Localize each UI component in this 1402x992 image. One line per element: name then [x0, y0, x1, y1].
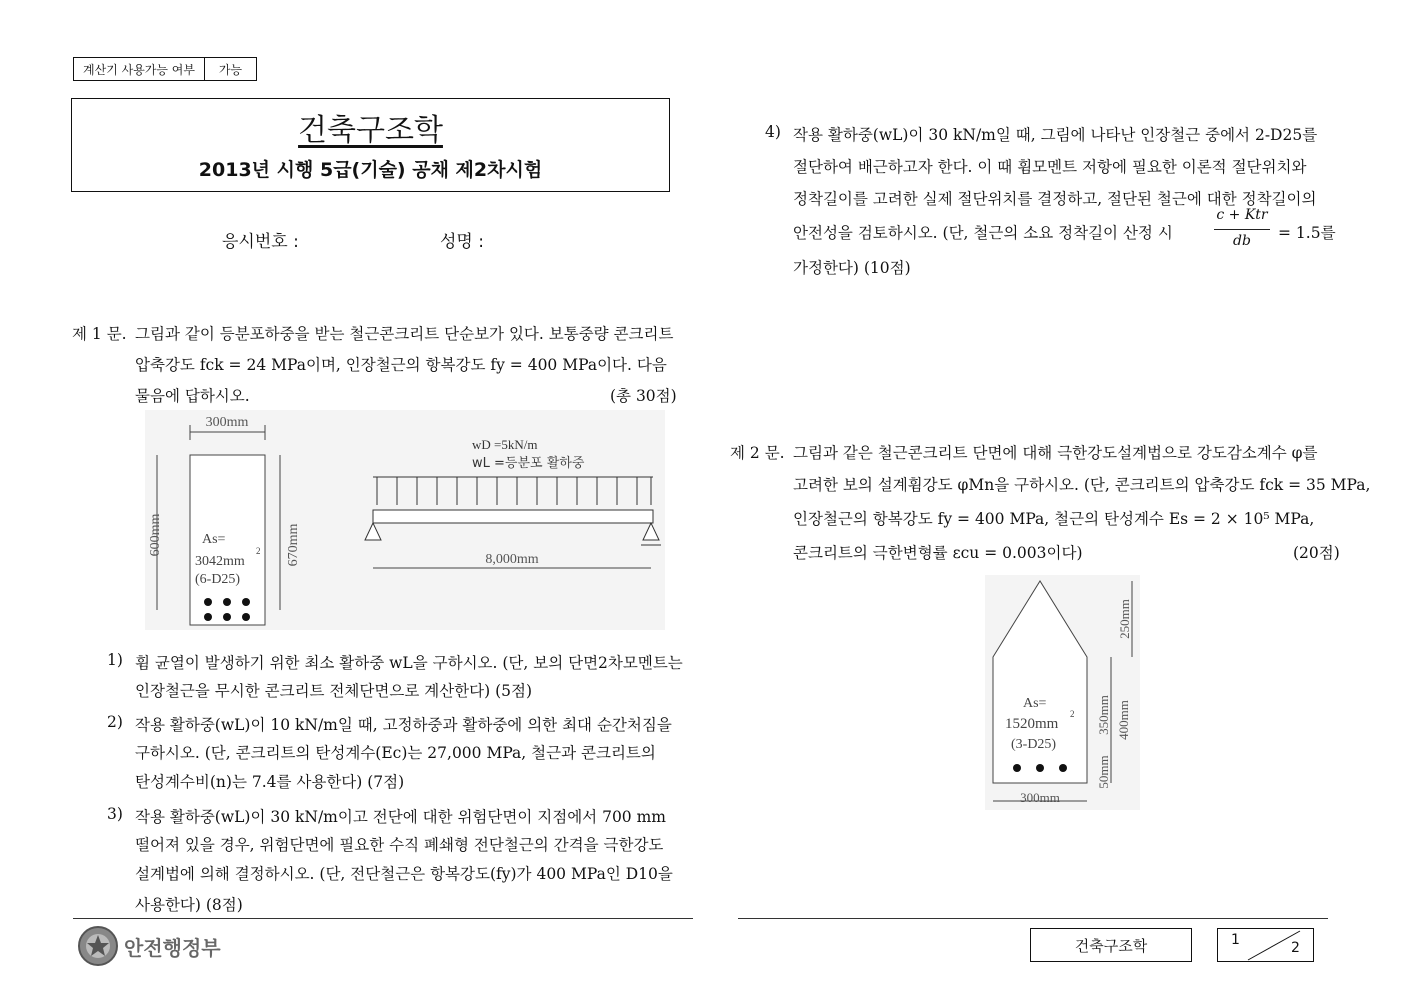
q1-points: (총 30점) [610, 387, 677, 405]
footer-rule-left [73, 918, 693, 919]
q1-label: 제 1 문. [72, 325, 127, 343]
area-exponent: 2 [256, 546, 261, 556]
q1-sub1-line-1: 휨 균열이 발생하기 위한 최소 활하중 wL을 구하시오. (단, 보의 단면2차모멘트는 [135, 654, 683, 672]
q1-sub4-line-2: 절단하여 배근하고자 한다. 이 때 휨모멘트 저항에 필요한 이론적 절단위치와 [793, 158, 1307, 176]
exam-subtitle: 2013년 시행 5급(기술) 공채 제2차시험 [198, 159, 543, 181]
calculator-label: 계산기 사용가능 여부 [74, 58, 205, 80]
q1-sub1-num: 1) [107, 651, 123, 669]
q1-sub3-line-2: 떨어져 있을 경우, 위험단면에 필요한 수직 폐쇄형 전단철근의 간격을 극한강도 [135, 836, 664, 854]
q1-line-1: 그림과 같이 등분포하중을 받는 철근콘크리트 단순보가 있다. 보통중량 콘크리트 [135, 325, 674, 343]
calculator-value: 가능 [218, 62, 243, 77]
bars-label: (6-D25) [195, 572, 241, 587]
depth-dim-label: 670mm [286, 523, 301, 567]
q2-line-1: 그림과 같은 철근콘크리트 단면에 대해 극한강도설계법으로 강도감소계수 φ를 [793, 444, 1318, 462]
q2-as-label: As= [1023, 696, 1047, 711]
calculator-usage-box [73, 57, 257, 81]
q2-line-2: 고려한 보의 설계휨강도 φMn을 구하시오. (단, 콘크리트의 압축강도 fck = 35 MPa, [793, 476, 1371, 494]
q2-line-4: 콘크리트의 극한변형률 εcu = 0.003이다) [793, 544, 1083, 562]
q1-sub2-num: 2) [107, 713, 123, 731]
name-label: 성명 : [440, 232, 484, 252]
ministry-seal-icon [77, 925, 119, 967]
q1-sub2-line-2: 구하시오. (단, 콘크리트의 탄성계수(Ec)는 27,000 MPa, 철근과 콘크리트의 [135, 744, 656, 762]
q2-points: (20점) [1293, 544, 1340, 562]
span-label: 8,000mm [485, 552, 539, 567]
q1-sub2-line-3: 탄성계수비(n)는 7.4를 사용한다) (7점) [135, 773, 405, 791]
q2-area-value: 1520mm [1005, 716, 1059, 732]
q1-sub4-line-1: 작용 활하중(wL)이 30 kN/m일 때, 그림에 나타난 인장철근 중에서 2-D25를 [793, 126, 1318, 144]
q1-sub1-line-2: 인장철근을 무시한 콘크리트 전체단면으로 계산한다) (5점) [135, 682, 533, 700]
q2-top-label: 250mm [1117, 599, 1132, 639]
q1-sub4-line-3: 정착길이를 고려한 실제 절단위치를 결정하고, 절단된 철근에 대한 정착길이의 [793, 190, 1317, 208]
q1-line-3: 물음에 답하시오. [135, 387, 250, 405]
title-box [71, 98, 670, 192]
live-load-label: wL =등분포 활하중 [472, 456, 585, 471]
width-dim-label: 300mm [205, 415, 249, 430]
dead-load-label: wD =5kN/m [472, 437, 538, 452]
q1-sub4-line-4: 안전성을 검토하시오. (단, 철근의 소요 정착길이 산정 시 [793, 224, 1173, 242]
as-label: As= [202, 532, 226, 547]
q1-sub4-line-4b: = 1.5를 [1278, 224, 1336, 242]
q1-line-2: 압축강도 fck = 24 MPa이며, 인장철근의 항복강도 fy = 400 MPa이다. 다음 [135, 356, 667, 374]
q1-sub3-line-4: 사용한다) (8점) [135, 896, 243, 914]
footer-rule-right [738, 918, 1328, 919]
page-number-box [1217, 928, 1314, 962]
frac-bar [1214, 229, 1270, 230]
q1-sub4-num: 4) [765, 123, 781, 141]
page-current: 1 [1231, 932, 1240, 948]
q1-sub4-line-5: 가정한다) (10점) [793, 259, 911, 277]
page-total: 2 [1291, 940, 1300, 956]
beam-body [373, 510, 653, 523]
frac-numerator: c + Ktr [1216, 207, 1268, 223]
q1-sub3-line-3: 설계법에 의해 결정하시오. (단, 전단철근은 항복강도(fy)가 400 MPa인 D10을 [135, 865, 673, 883]
q2-bars-label: (3-D25) [1011, 737, 1057, 752]
page-title: 건축구조학 [298, 113, 443, 148]
area-value: 3042mm [195, 554, 245, 569]
q2-section-figure [985, 575, 1140, 810]
ministry-name: 안전행정부 [124, 936, 221, 960]
q2-label: 제 2 문. [730, 444, 785, 462]
frac-denominator: db [1233, 233, 1251, 249]
q1-sub3-line-1: 작용 활하중(wL)이 30 kN/m이고 전단에 대한 위험단면이 지점에서 700 mm [135, 808, 666, 826]
q2-area-exponent: 2 [1070, 709, 1075, 719]
q2-total-label: 400mm [1116, 700, 1131, 740]
q2-line-3: 인장철근의 항복강도 fy = 400 MPa, 철근의 탄성계수 Es = 2 × 10⁵ MPa, [793, 510, 1315, 528]
q1-sub2-line-1: 작용 활하중(wL)이 10 kN/m일 때, 고정하중과 활하중에 의한 최대 순간처짐을 [135, 716, 672, 734]
q2-bottom-label: 50mm [1096, 755, 1111, 789]
q1-sub3-num: 3) [107, 805, 123, 823]
q2-mid-label: 350mm [1096, 695, 1111, 735]
height-dim-label: 600mm [148, 513, 163, 557]
q2-width-label: 300mm [1020, 790, 1060, 805]
footer-subject: 건축구조학 [1030, 928, 1192, 962]
exam-number-label: 응시번호 : [222, 232, 299, 252]
q1-beam-figure [145, 410, 665, 630]
